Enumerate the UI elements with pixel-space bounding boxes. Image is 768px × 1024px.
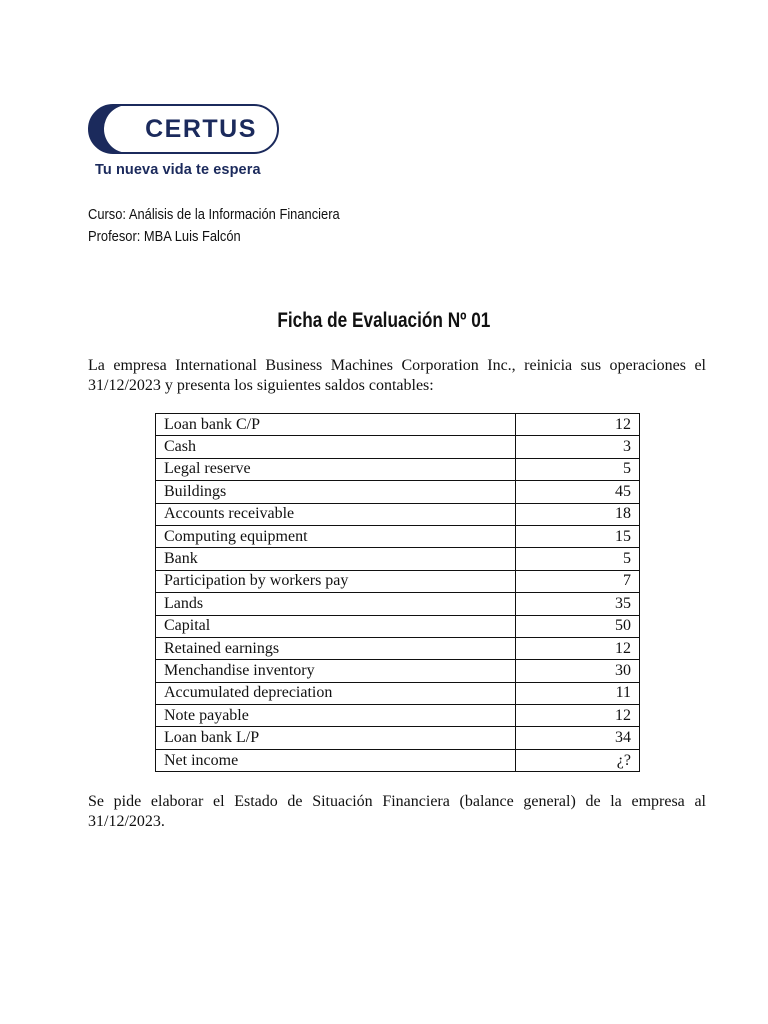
logo-wordmark: CERTUS (145, 115, 257, 143)
account-value-cell: 5 (516, 458, 640, 480)
account-value-cell: 12 (516, 414, 640, 436)
table-row (156, 503, 640, 525)
account-value-cell: 18 (516, 503, 640, 525)
balances-table (155, 413, 640, 772)
account-value-cell: 3 (516, 436, 640, 458)
balances-table-body (156, 414, 640, 772)
account-value-cell: 30 (516, 660, 640, 682)
account-name-cell: Net income (156, 749, 516, 771)
table-row (156, 458, 640, 480)
table-row (156, 570, 640, 592)
account-value-cell: 35 (516, 593, 640, 615)
account-value-cell: 50 (516, 615, 640, 637)
table-row (156, 481, 640, 503)
table-row (156, 414, 640, 436)
account-value-cell: 15 (516, 525, 640, 547)
table-row (156, 593, 640, 615)
account-name-cell: Menchandise inventory (156, 660, 516, 682)
account-value-cell: 12 (516, 637, 640, 659)
course-info (88, 204, 340, 248)
account-name-cell: Loan bank C/P (156, 414, 516, 436)
account-value-cell: 12 (516, 705, 640, 727)
table-row (156, 436, 640, 458)
account-name-cell: Loan bank L/P (156, 727, 516, 749)
page-title-text: Ficha de Evaluación Nº 01 (277, 309, 491, 332)
logo-tagline: Tu nueva vida te espera (95, 162, 261, 178)
account-name-cell: Legal reserve (156, 458, 516, 480)
account-value-cell: 34 (516, 727, 640, 749)
table-row (156, 727, 640, 749)
table-row (156, 749, 640, 771)
table-row (156, 525, 640, 547)
account-value-cell: 7 (516, 570, 640, 592)
page-title (0, 309, 768, 333)
account-name-cell: Cash (156, 436, 516, 458)
account-name-cell: Buildings (156, 481, 516, 503)
account-value-cell: 45 (516, 481, 640, 503)
professor-label: Profesor: MBA Luis Falcón (88, 228, 241, 245)
account-value-cell: ¿? (516, 749, 640, 771)
account-name-cell: Note payable (156, 705, 516, 727)
account-name-cell: Participation by workers pay (156, 570, 516, 592)
table-row (156, 682, 640, 704)
account-name-cell: Computing equipment (156, 525, 516, 547)
account-name-cell: Retained earnings (156, 637, 516, 659)
instruction-paragraph: Se pide elaborar el Estado de Situación Financiera (balance general) de la empresa al 31/12/2023. (88, 793, 706, 830)
certus-logo (88, 104, 280, 154)
table-row (156, 615, 640, 637)
table-row (156, 660, 640, 682)
table-row (156, 705, 640, 727)
account-name-cell: Capital (156, 615, 516, 637)
account-value-cell: 11 (516, 682, 640, 704)
account-name-cell: Accumulated depreciation (156, 682, 516, 704)
account-name-cell: Lands (156, 593, 516, 615)
account-name-cell: Accounts receivable (156, 503, 516, 525)
course-label: Curso: Análisis de la Información Financiera (88, 206, 340, 223)
table-row (156, 637, 640, 659)
account-value-cell: 5 (516, 548, 640, 570)
account-name-cell: Bank (156, 548, 516, 570)
table-row (156, 548, 640, 570)
intro-paragraph: La empresa International Business Machines Corporation Inc., reinicia sus operaciones el 31/12/2023 y presenta los siguientes saldos contables: (88, 357, 706, 394)
